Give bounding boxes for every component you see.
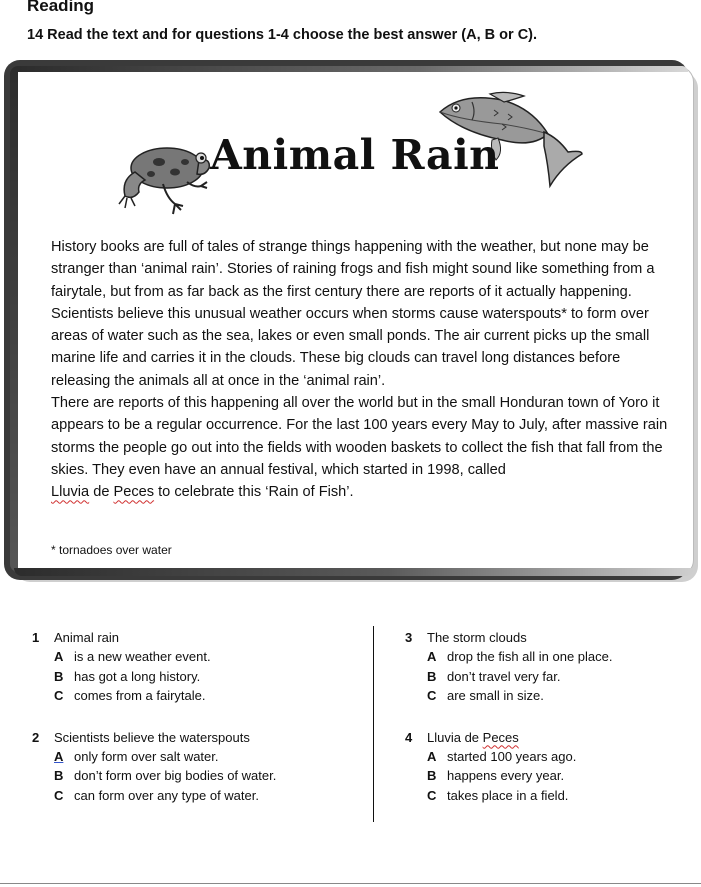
section-title: Reading xyxy=(27,0,95,15)
answer-option[interactable] xyxy=(405,766,685,786)
option-text: only form over salt water. xyxy=(74,748,219,764)
frame-top-edge xyxy=(18,66,688,72)
question-stem: The storm clouds xyxy=(427,630,527,645)
question-number: 1 xyxy=(32,630,40,645)
answer-option[interactable] xyxy=(32,786,362,806)
question-stem xyxy=(427,728,519,747)
article-paragraph-1: History books are full of tales of strange things happening with the weather, but none may be stranger than ‘animal rain’. Stories of raining frogs and fish might sound like something from a fairytale, but from as far back as the first century there are reports of it actually happening. xyxy=(51,239,655,300)
option-letter: C xyxy=(54,688,64,703)
option-text: takes place in a field. xyxy=(447,787,569,803)
option-text: drop the fish all in one place. xyxy=(447,649,613,664)
festival-name-word-3: Peces xyxy=(113,484,155,501)
question-1 xyxy=(32,628,362,706)
frog-icon xyxy=(115,128,215,218)
question-3 xyxy=(405,628,685,706)
article-paragraph-3 xyxy=(51,392,676,503)
question-2 xyxy=(32,728,362,806)
article-body xyxy=(51,236,676,504)
option-text: is a new weather event. xyxy=(74,649,211,664)
option-letter: C xyxy=(54,787,64,803)
question-stem: Animal rain xyxy=(54,630,120,645)
answer-option[interactable] xyxy=(405,747,685,767)
option-text: don’t form over big bodies of water. xyxy=(74,768,277,783)
answer-option[interactable] xyxy=(405,647,685,667)
option-letter: B xyxy=(427,668,437,684)
answer-option[interactable] xyxy=(405,667,685,687)
article-title: Animal Rain xyxy=(210,131,500,179)
option-letter: A xyxy=(54,649,64,664)
question-number: 3 xyxy=(405,630,413,645)
answer-option[interactable] xyxy=(32,686,362,706)
option-letter: C xyxy=(427,787,437,803)
option-letter: A xyxy=(427,748,437,764)
footnote: * tornadoes over water xyxy=(51,543,172,557)
article-paragraph-2: Scientists believe this unusual weather occurs when storms cause waterspouts* to form over areas of water such as the sea, lakes or even small ponds. The air current picks up the small marine life and carries it in the clouds. These big clouds can travel long distances before releasing the animals all at once in the ‘animal rain’. xyxy=(51,305,650,389)
festival-name-word-1: Lluvia xyxy=(51,484,90,501)
option-text: don’t travel very far. xyxy=(447,668,561,684)
option-text: comes from a fairytale. xyxy=(74,688,206,703)
answer-option[interactable] xyxy=(405,786,685,806)
answer-option[interactable] xyxy=(32,766,362,786)
questions-left-column xyxy=(32,628,362,827)
option-letter: A xyxy=(54,748,64,764)
option-letter: C xyxy=(427,688,437,703)
question-stem-part-1: Lluvia de xyxy=(427,729,483,745)
questions-right-column xyxy=(405,628,685,827)
article-paragraph-3-text: There are reports of this happening all over the world but in the small Honduran town of Yoro it appears to be a regular occurrence. For the last 100 years every May to July, after massive rain storms the people go out into the fields with wooden baskets to collect the fish that fall from the skies. They even have an annual festival, which started in 1998, called xyxy=(51,395,668,478)
question-stem: Scientists believe the waterspouts xyxy=(54,729,250,745)
option-text: happens every year. xyxy=(447,768,565,783)
option-text: are small in size. xyxy=(447,688,544,703)
question-stem-part-2: Peces xyxy=(482,729,519,745)
option-text: can form over any type of water. xyxy=(74,787,259,803)
article-paragraph-3-end: to celebrate this ‘Rain of Fish’. xyxy=(154,484,354,501)
frame-left-edge xyxy=(10,66,18,572)
question-number: 4 xyxy=(405,729,413,745)
answer-option[interactable] xyxy=(32,667,362,687)
option-text: has got a long history. xyxy=(74,668,201,684)
option-letter: B xyxy=(427,768,437,783)
answer-option[interactable] xyxy=(32,747,362,767)
festival-name-word-2: de xyxy=(93,484,110,501)
column-divider xyxy=(373,626,374,822)
option-letter: B xyxy=(54,768,64,783)
frame-bottom-edge xyxy=(14,568,694,576)
option-text: started 100 years ago. xyxy=(447,748,577,764)
question-4 xyxy=(405,728,685,806)
question-number: 2 xyxy=(32,729,40,745)
bottom-rule xyxy=(0,883,701,884)
option-letter: B xyxy=(54,668,64,684)
answer-option[interactable] xyxy=(405,686,685,706)
option-letter: A xyxy=(427,649,437,664)
answer-option[interactable] xyxy=(32,647,362,667)
exercise-instruction: 14 Read the text and for questions 1-4 choose the best answer (A, B or C). xyxy=(27,27,538,43)
